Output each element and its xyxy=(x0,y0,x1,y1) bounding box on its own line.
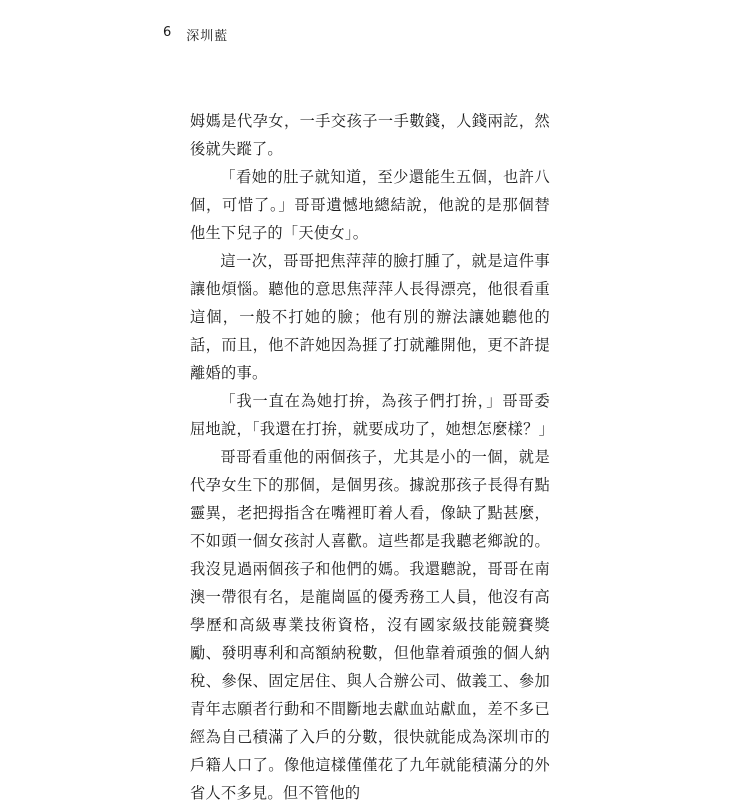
paragraph: 姆媽是代孕女，一手交孩子一手數錢，人錢兩訖，然後就失蹤了。 xyxy=(190,112,550,158)
running-header xyxy=(163,25,228,44)
page-number: 6 xyxy=(163,25,173,40)
paragraph: 「看她的肚子就知道，至少還能生五個，也許八個，可惜了。」哥哥遺憾地總結說，他說的是那個替他生下兒子的「天使女」。 xyxy=(190,168,550,242)
paragraph: 這一次，哥哥把焦萍萍的臉打腫了，就是這件事讓他煩惱。聽他的意思焦萍萍人長得漂亮，他很看重這個，一般不打她的臉；他有別的辦法讓她聽他的話，而且，他不許她因為捱了打就離開他，更不許提離婚的事。 xyxy=(190,252,550,382)
body-text xyxy=(190,107,555,807)
paragraph: 「我一直在為她打拚，為孩子們打拚，」哥哥委屈地說，「我還在打拚，就要成功了，她想怎麼樣？」 xyxy=(190,392,555,438)
paragraph: 哥哥看重他的兩個孩子，尤其是小的一個，就是代孕女生下的那個，是個男孩。據說那孩子長得有點靈異，老把拇指含在嘴裡盯着人看，像缺了點甚麼，不如頭一個女孩討人喜歡。這些都是我聽老鄉說的。我沒見過兩個孩子和他們的媽。我還聽說，哥哥在南澳一帶很有名，是龍崗區的優秀務工人員，他沒有高學歷和高級專業技術資格，沒有國家級技能競賽獎勵、發明專利和高額納稅數，但他靠着頑強的個人納稅、參保、固定居住、與人合辦公司、做義工、參加青年志願者行動和不間斷地去獻血站獻血，差不多已經為自己積滿了入戶的分數，很快就能成為深圳市的戶籍人口了。像他這樣僅僅花了九年就能積滿分的外省人不多見。但不管他的 xyxy=(190,448,550,802)
book-title: 深圳藍 xyxy=(186,29,229,44)
